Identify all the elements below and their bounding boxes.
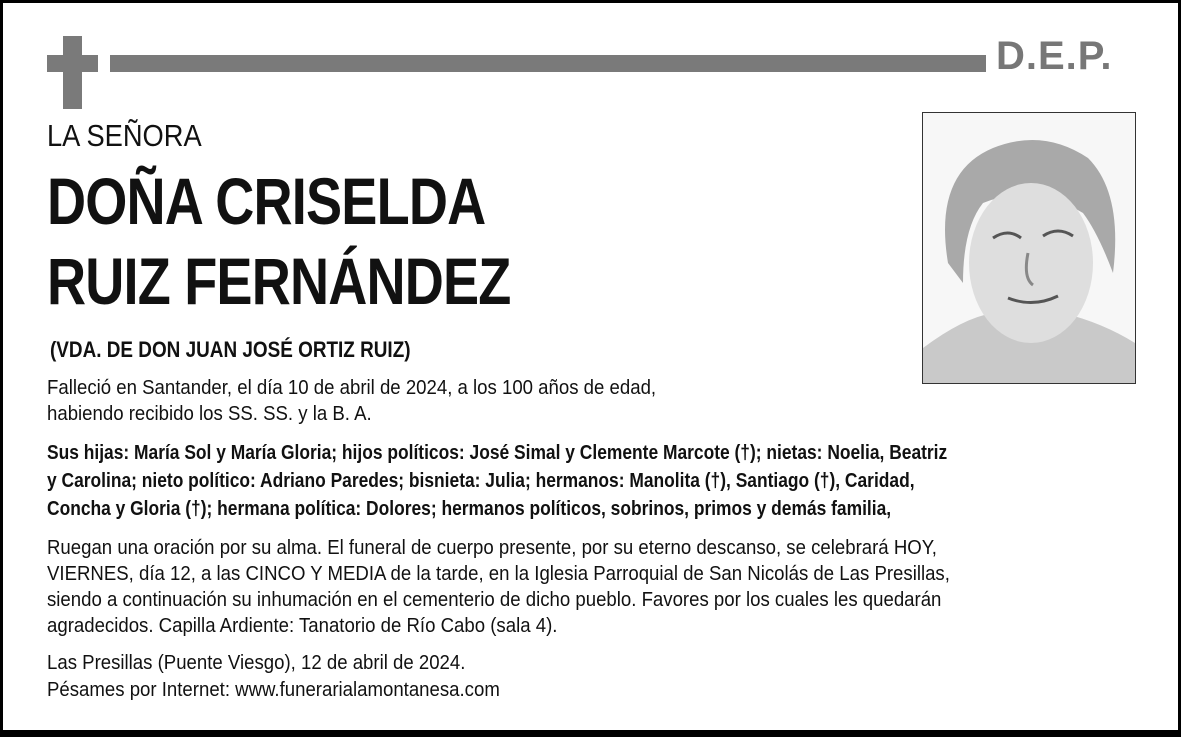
funeral-text: siendo a continuación su inhumación en el cementerio de dicho pueblo. Favores por los cuales les quedarán [47, 589, 942, 611]
funeral-text: Ruegan una oración por su alma. El funeral de cuerpo presente, por su eterno descanso, se celebrará HOY, [47, 537, 937, 559]
funeral-text: VIERNES, día 12, a las CINCO Y MEDIA de la tarde, en la Iglesia Parroquial de San Nicolás de Las Presillas, [47, 563, 950, 585]
family-text: Sus hijas: María Sol y María Gloria; hijos políticos: José Simal y Clemente Marcote (†); nietas: Noelia, Beatriz [47, 442, 948, 464]
death-text: habiendo recibido los SS. SS. y la B. A. [47, 403, 372, 425]
widow-note: (VDA. DE DON JUAN JOSÉ ORTIZ RUIZ) [50, 337, 411, 362]
family-text: Concha y Gloria (†); hermana política: Dolores; hermanos políticos, sobrinos, primos y demás familia, [47, 498, 892, 520]
family-text: y Carolina; nieto político: Adriano Paredes; bisnieta: Julia; hermanos: Manolita (†), Santiago (†), Caridad, [47, 470, 915, 492]
dep-label: D.E.P. [996, 34, 1113, 78]
portrait-photo [922, 112, 1136, 384]
header-rule [110, 55, 986, 72]
condolences-website: Pésames por Internet: www.funerarialamontanesa.com [47, 679, 500, 701]
place-date: Las Presillas (Puente Viesgo), 12 de abril de 2024. [47, 652, 466, 674]
cross-icon [63, 36, 82, 109]
deceased-name-line-1: DOÑA CRISELDA [47, 164, 486, 238]
title-label: LA SEÑORA [47, 118, 202, 153]
funeral-text: agradecidos. Capilla Ardiente: Tanatorio de Río Cabo (sala 4). [47, 615, 558, 637]
deceased-name-line-2: RUIZ FERNÁNDEZ [47, 244, 511, 318]
cross-icon-bar [47, 55, 98, 72]
death-text: Falleció en Santander, el día 10 de abril de 2024, a los 100 años de edad, [47, 377, 657, 399]
